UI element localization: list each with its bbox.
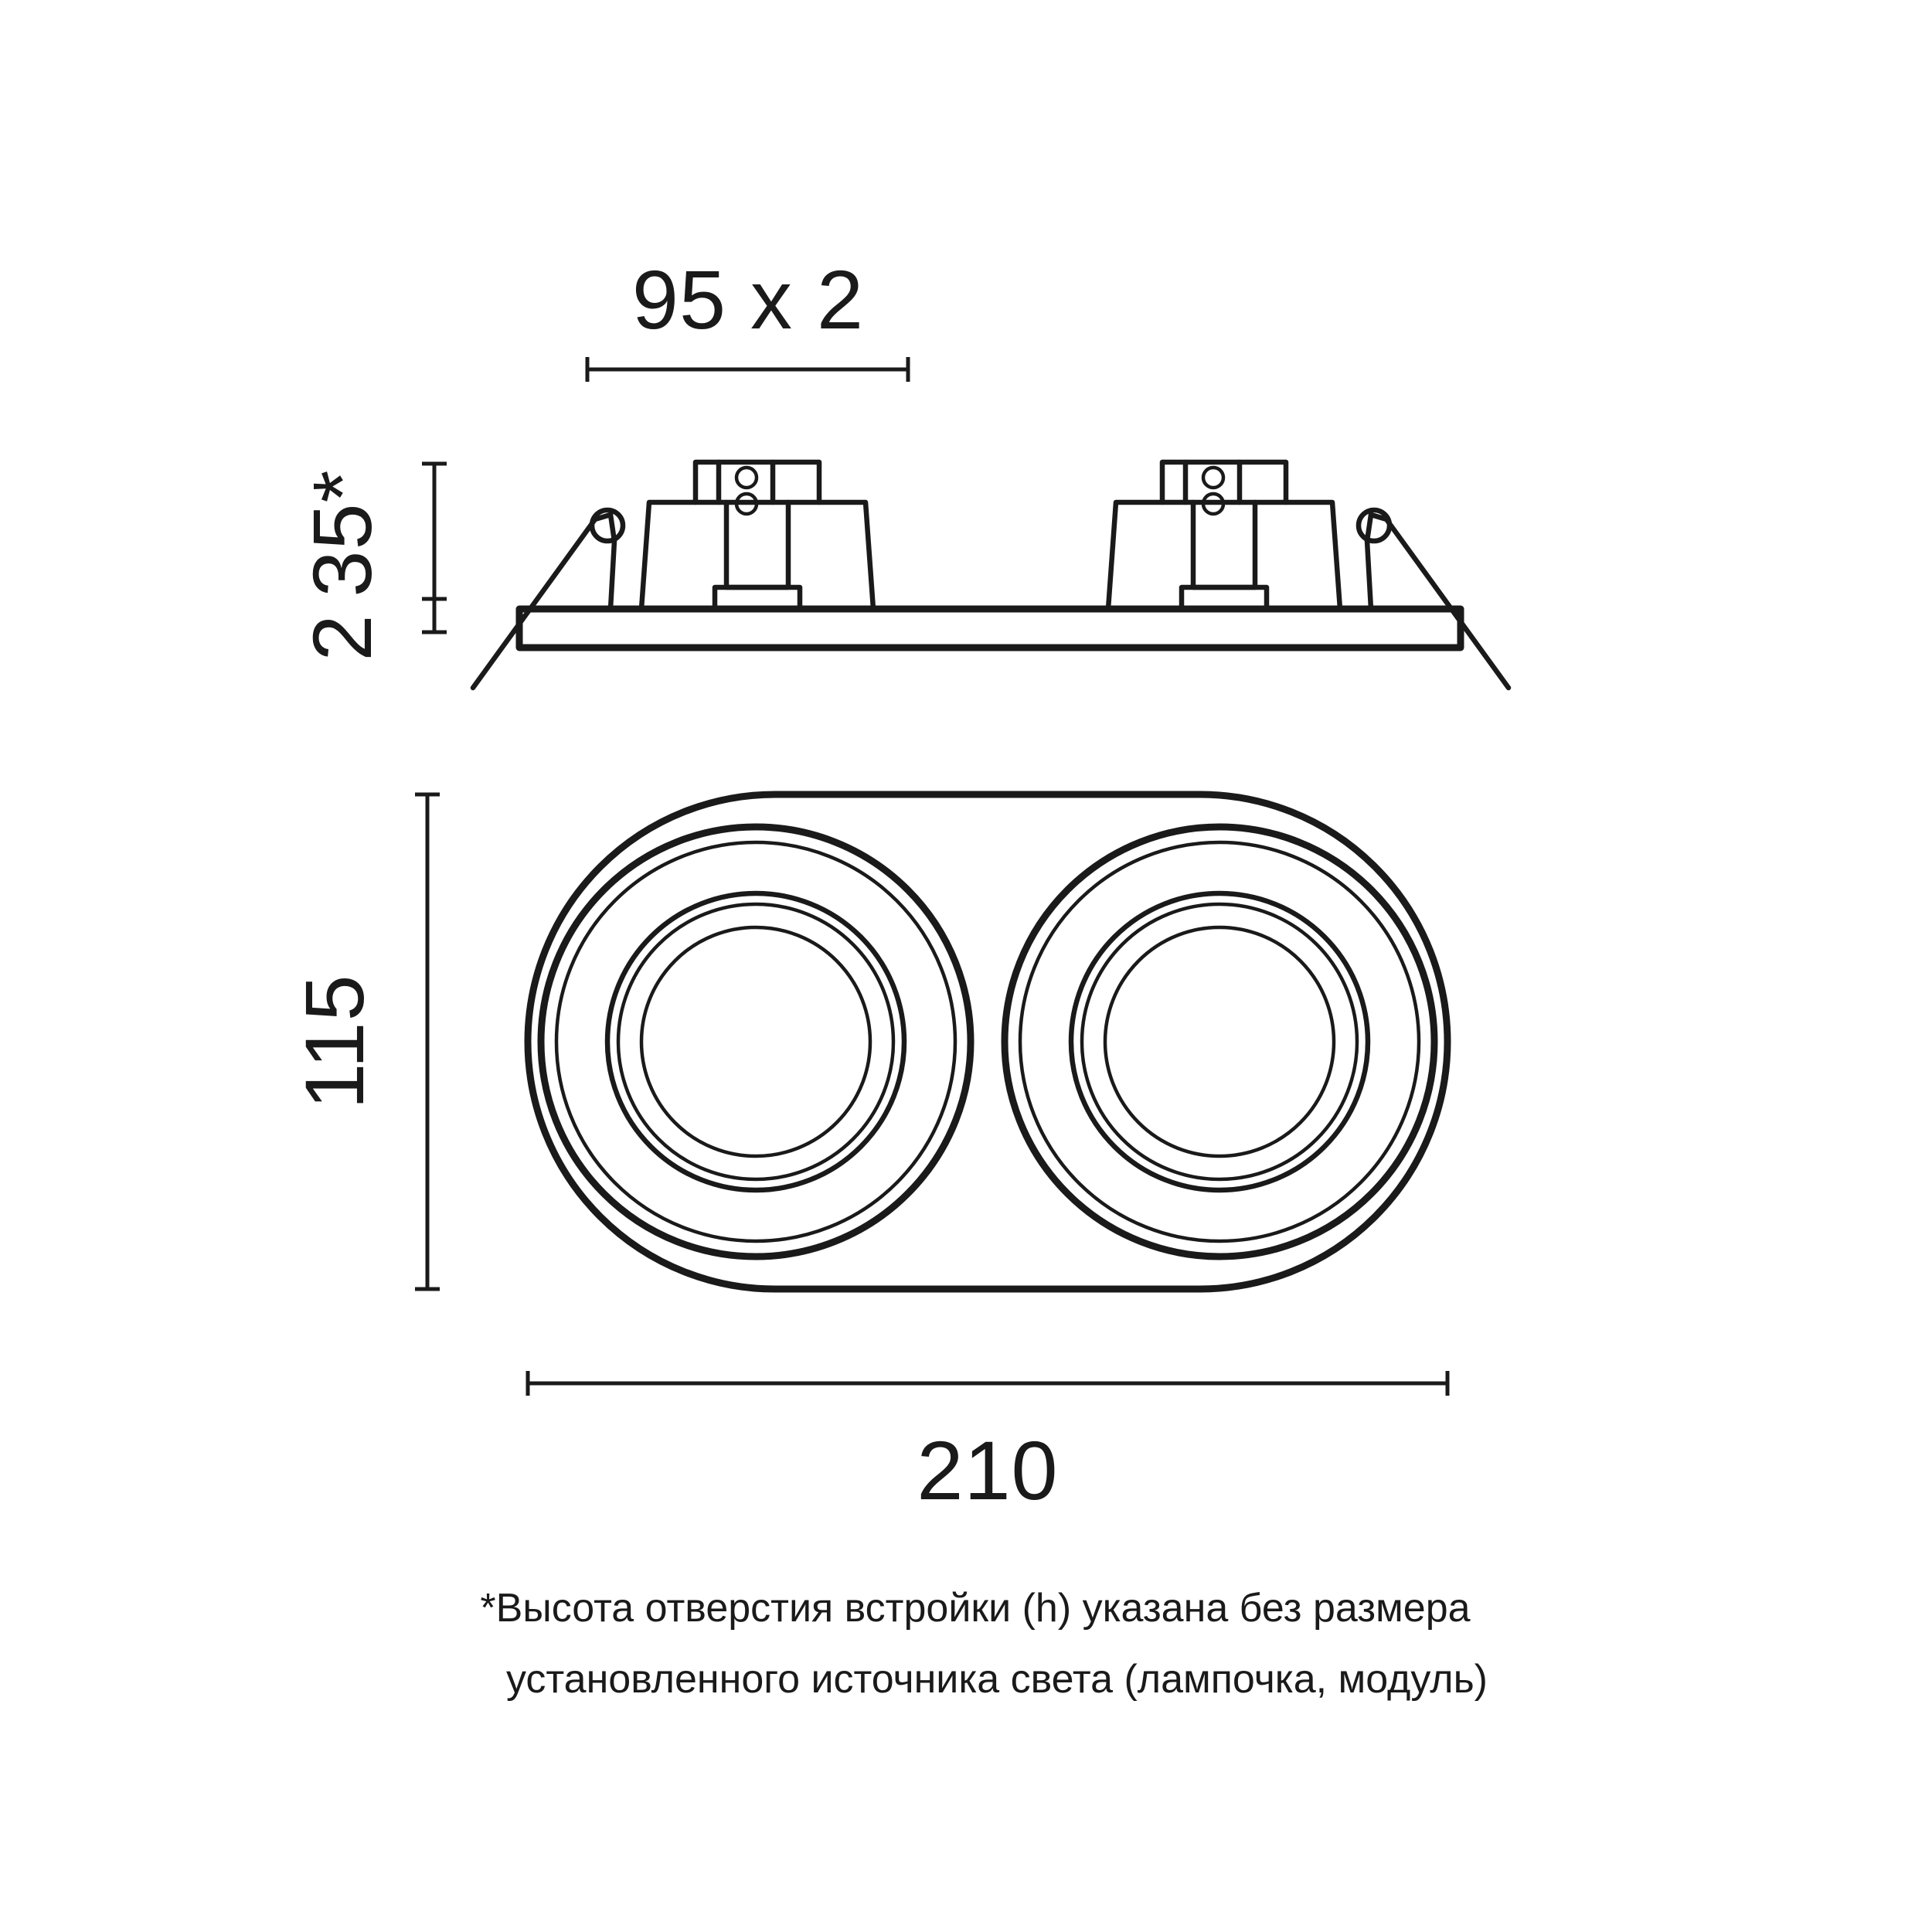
dim-depth xyxy=(415,794,440,1289)
note-line-1: *Высота отверстия встройки (h) указана без размера xyxy=(480,1586,1471,1631)
aperture-left xyxy=(541,827,971,1257)
spring-clip-right xyxy=(1359,510,1509,688)
dim-width xyxy=(528,1371,1447,1396)
dim-cutout-width xyxy=(587,357,908,382)
aperture-right xyxy=(1005,827,1434,1257)
lamp-housing-right xyxy=(1108,462,1340,609)
dim-label-depth: 115 xyxy=(287,974,381,1110)
note-line-2: установленного источника света (лампочка, модуль) xyxy=(506,1657,1488,1702)
spring-clip-left xyxy=(473,510,623,688)
lamp-housing-left xyxy=(641,462,873,609)
dim-label-flange-height: 2 xyxy=(295,614,389,662)
plan-view xyxy=(415,794,1447,1396)
dim-label-body-height: 35* xyxy=(295,469,389,597)
dim-flange-height xyxy=(422,599,447,632)
dim-label-cutout-width: 95 x 2 xyxy=(631,253,865,346)
dim-label-width: 210 xyxy=(917,1423,1059,1517)
section-view xyxy=(422,357,1509,688)
dim-body-height xyxy=(422,464,447,599)
